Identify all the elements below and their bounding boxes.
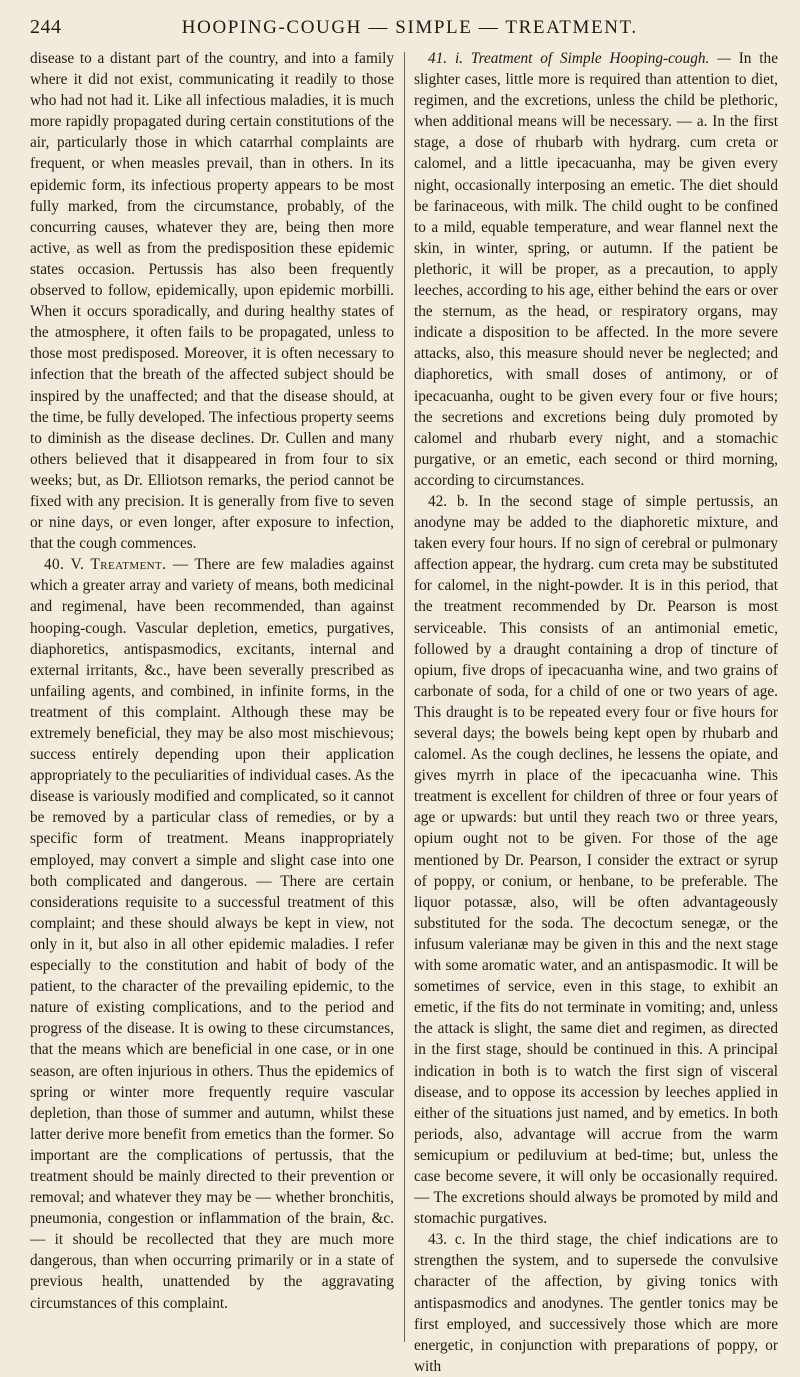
section-heading-treatment: 40. V. Treatment. — (44, 556, 189, 574)
right-column (414, 48, 778, 1375)
paragraph-treatment-intro (30, 554, 394, 1313)
page-number: 244 (30, 16, 62, 38)
section-heading-simple-treatment: 41. i. Treatment of Simple Hooping-cough. — (428, 50, 731, 67)
paragraph-43: 43. c. In the third stage, the chief indications are to strengthen the system, and to supersede the convulsive character of the affection, by giving tonics with antispasmodics and anodynes. The gentler tonics may be first employed, and successively those which are more energetic, in conjunction with preparations of poppy, or with (414, 1231, 778, 1375)
paragraph-42: 42. b. In the second stage of simple pertussis, an anodyne may be added to the diaphoretic mixture, and taken every four hours. If no sign of cerebral or pulmonary affection appear, the hydrarg. cum creta may be substituted for calomel, in the night-powder. It is in this period, that the treatment recommended by Dr. Pearson is most serviceable. This consists of an antimonial emetic, followed by a draught containing a drop of tincture of opium, five drops of ipecacuanha wine, and two grains of carbonate of soda, for a child of one or two years of age. This draught is to be repeated every four or five hours for several days; the bowels being kept open by rhubarb and calomel. As the cough declines, he lessens the opiate, and gives myrrh in place of the ipecacuanha wine. This treatment is excellent for children of three or four years of age or upwards: but until they reach two or three years, opium ought not to be given. For those of the age mentioned by Dr. Pearson, I consider the extract or syrup of poppy, or conium, or henbane, to be preferable. The liquor potassæ, also, will be often advantageously substituted for the soda. The decoctum senegæ, or the infusum valerianæ may be given in this and the next stage with some aromatic water, and an antispasmodic. It will be sometimes of service, even in this stage, to exhibit an emetic, if the fits do not terminate in vomiting; and, unless the attack is slight, the same diet and regimen, as directed in the first stage, should be continued in this. A principal indication in both is to watch the first sign of visceral disease, and to oppose its accession by leeches applied in either of the situations just named, and by emetics. In both periods, also, advantage will accrue from the warm semicupium or pediluvium at bed-time; but, unless the case become severe, it will only be occasionally required. — The excretions should always be promoted by mild and stomachic purgatives. (414, 492, 778, 1228)
left-column (30, 48, 394, 1348)
paragraph-41-text: In the slighter cases, little more is required than attention to diet, regimen, and the excretions, unless the child be plethoric, when additional means will be necessary. — a. In the first stage, a dose of rhubarb with hydrarg. cum creta or calomel, and a little ipecacuanha, may be given every night, occasionally interposing an emetic. The diet should be farinaceous, with milk. The child ought to be confined to a mild, equable temperature, and wear flannel next the skin, in winter, spring, or autumn. If the patient be plethoric, it will be proper, as a precaution, to apply leeches, according to his age, either behind the ears or over the sternum, as the head, or respiratory organs, may indicate a disposition to be affected. In the more severe attacks, also, this measure should never be neglected; and diaphoretics, with small doses of antimony, or of ipecacuanha, ought to be given every four or five hours; the secretions and excretions being duly promoted by calomel and rhubarb every night, and a stomachic purgative, or an emetic, each second or third morning, according to circumstances. (414, 50, 778, 489)
treatment-intro-text: There are few maladies against which a greater array and variety of means, both medicinal and regimenal, have been recommended, than against hooping-cough. Vascular depletion, emetics, purgatives, diaphoretics, antispasmodics, excitants, internal and external irritants, &c., have been severally prescribed as unfailing agents, and combined, in infinite forms, in the treatment of this complaint. Although these may be extremely beneficial, they may be also most mischievous; success entirely depending upon their application appropriately to the peculiarities of individual cases. As the disease is variously modified and complicated, so it cannot be removed by a particular class of remedies, or by a specific form of treatment. Means inappropriately employed, may convert a simple and slight case into one both complicated and dangerous. — There are certain considerations requisite to a successful treatment of this complaint; and these should always be kept in view, not only in it, but also in all other epidemic maladies. I refer especially to the constitution and habit of body of the patient, to the character of the prevailing epidemic, to the nature of existing complications, and to the period and progress of the disease. It is owing to these circumstances, that the means which are beneficial in one case, or in one season, are often injurious in others. Thus the epidemics of spring or winter more frequently require vascular depletion, than those of summer and autumn, whilst these latter derive more benefit from emetics than the former. So important are the complications of pertussis, that the treatment should be mainly directed to their prevention or removal; and whatever they may be — whether bronchitis, pneumonia, congestion or inflammation of the brain, &c. — it should be recollected that they are much more dangerous, than when occurring primarily or in a state of previous health, unattended by the aggravating circumstances of this complaint. (30, 556, 394, 1312)
paragraph-infection: disease to a distant part of the country, and into a family where it did not exist, communicating it readily to those who had not had it. Like all infectious maladies, it is much more rapidly propagated during certain constitutions of the air, particularly those in which catarrhal complaints are frequent, or when measles prevail, than in others. In its epidemic form, its infectious property appears to be most fully marked, from the circumstance, probably, of the concurring causes, whatever they are, being then more active, as well as from the predisposition these epidemic states occasion. Pertussis has also been frequently observed to follow, epidemically, upon epidemic morbilli. When it occurs sporadically, and during healthy states of the atmosphere, it often fails to be propagated, unless to those most predisposed. Moreover, it is often necessary to infection that the breath of the affected subject should be inspired by the unaffected; and that the disease should, at the time, be fully developed. The infectious property seems to diminish as the disease declines. Dr. Cullen and many others believed that it disappeared in from four to six weeks; but, as Dr. Elliotson remarks, the period cannot be fixed with any precision. It is generally from five to seven or nine days, or even longer, after exposure to infection, that the cough commences. (30, 50, 394, 553)
two-column-body (30, 48, 778, 1375)
column-divider (404, 52, 405, 1342)
paragraph-41 (414, 48, 778, 491)
running-header (30, 16, 778, 42)
running-title: HOOPING-COUGH — SIMPLE — TREATMENT. (181, 17, 638, 38)
